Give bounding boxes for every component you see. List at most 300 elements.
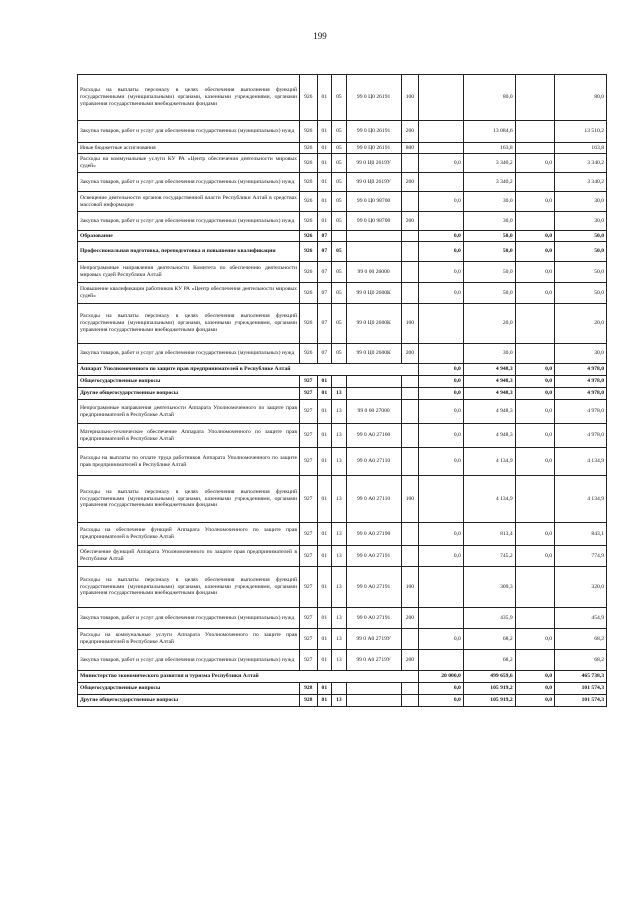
pr-code: 13 (332, 448, 347, 476)
value-4: 68,2 (555, 650, 607, 671)
pr-code: 13 (332, 523, 347, 546)
value-4: 4 978,0 (555, 364, 607, 376)
budget-table (77, 74, 607, 707)
value-1: 0,0 (419, 546, 464, 567)
value-1 (419, 121, 464, 143)
value-4: 30,0 (555, 192, 607, 212)
pr-code: 05 (332, 121, 347, 143)
row-name: Закупка товаров, работ и услуг для обеспечения государственных (муниципальных) нужд (78, 650, 300, 671)
pr-code (332, 231, 347, 242)
value-1: 0,0 (419, 192, 464, 212)
value-4: 4 978,0 (555, 388, 607, 400)
csr-code: 99 0 А0 27190 (346, 523, 401, 546)
ved-code: 926 (299, 242, 317, 262)
vr-code: 200 (401, 650, 419, 671)
value-3 (515, 121, 554, 143)
csr-code: 99 0 А0 27110 (346, 476, 401, 523)
table-row (78, 304, 607, 344)
pr-code: 05 (332, 143, 347, 154)
rz-code: 01 (317, 448, 332, 476)
pr-code: 13 (332, 629, 347, 650)
rz-code: 01 (317, 376, 332, 388)
ved-code: 926 (299, 304, 317, 344)
csr-code: 99 0 Ц0 26191 (346, 121, 401, 143)
value-1 (419, 304, 464, 344)
value-3 (515, 143, 554, 154)
vr-code: 200 (401, 212, 419, 231)
table-row (78, 283, 607, 304)
table-row (78, 400, 607, 424)
value-4: 454,9 (555, 608, 607, 629)
value-3: 0,0 (515, 242, 554, 262)
rz-code: 01 (317, 546, 332, 567)
value-1: 0,0 (419, 154, 464, 173)
vr-code (401, 242, 419, 262)
value-4: 30,0 (555, 212, 607, 231)
ved-code: 927 (299, 546, 317, 567)
rz-code: 01 (317, 388, 332, 400)
vr-code (401, 695, 419, 707)
value-3 (515, 650, 554, 671)
value-1 (419, 344, 464, 364)
value-2: 4 134,9 (463, 448, 515, 476)
vr-code (401, 388, 419, 400)
vr-code: 200 (401, 344, 419, 364)
row-name: Профессиональная подготовка, переподготовка и повышение квалификации (78, 242, 300, 262)
vr-code (401, 546, 419, 567)
vr-code (401, 231, 419, 242)
row-name: Аппарат Уполномоченного по защите прав предпринимателей в Республике Алтай (78, 364, 419, 376)
value-3: 0,0 (515, 629, 554, 650)
row-name: Образование (78, 231, 300, 242)
rz-code: 07 (317, 283, 332, 304)
value-2: 68,2 (463, 629, 515, 650)
pr-code: 13 (332, 476, 347, 523)
pr-code: 05 (332, 304, 347, 344)
rz-code: 01 (317, 629, 332, 650)
value-2: 30,0 (463, 192, 515, 212)
table-row (78, 242, 607, 262)
row-name: Другие общегосударственные вопросы (78, 388, 300, 400)
vr-code: 200 (401, 121, 419, 143)
pr-code: 13 (332, 695, 347, 707)
value-4: 163,8 (555, 143, 607, 154)
ved-code: 926 (299, 143, 317, 154)
pr-code: 05 (332, 283, 347, 304)
pr-code: 13 (332, 650, 347, 671)
value-2: 4 948,3 (463, 364, 515, 376)
value-3 (515, 173, 554, 192)
row-name: Непрограммные направления деятельности Комитета по обеспечению деятельности мировых судей Республики Алтай (78, 262, 300, 283)
value-1 (419, 608, 464, 629)
pr-code (332, 376, 347, 388)
value-1: 0,0 (419, 695, 464, 707)
pr-code: 05 (332, 262, 347, 283)
row-name: Расходы на выплаты персоналу в целях обеспечения выполнения функций государственными (муниципальными) органами, казенными учреждениями, органами управления государственными внебюджетными фондами (78, 567, 300, 608)
vr-code: 100 (401, 75, 419, 121)
value-4: 4 978,0 (555, 424, 607, 448)
value-4: 13 510,2 (555, 121, 607, 143)
value-4: 50,0 (555, 242, 607, 262)
value-3: 0,0 (515, 448, 554, 476)
csr-code: 99 0 А0 27191 (346, 567, 401, 608)
value-4: 3 340,2 (555, 154, 607, 173)
vr-code (401, 283, 419, 304)
table-row (78, 388, 607, 400)
value-3: 0,0 (515, 695, 554, 707)
rz-code: 01 (317, 192, 332, 212)
csr-code (346, 231, 401, 242)
value-3: 0,0 (515, 262, 554, 283)
value-1: 0,0 (419, 231, 464, 242)
row-name: Расходы на выплаты персоналу в целях обеспечения выполнения функций государственными (муниципальными) органами, казенными учреждениями, органами управления государственными внебюджетными фондами (78, 476, 300, 523)
value-4: 4 134,9 (555, 476, 607, 523)
table-row (78, 546, 607, 567)
value-1: 0,0 (419, 424, 464, 448)
vr-code (401, 376, 419, 388)
value-3 (515, 476, 554, 523)
vr-code (401, 629, 419, 650)
table-row (78, 608, 607, 629)
table-row (78, 683, 607, 695)
rz-code: 07 (317, 231, 332, 242)
row-name: Закупка товаров, работ и услуг для обеспечения государственных (муниципальных) нужд (78, 212, 300, 231)
csr-code (346, 683, 401, 695)
row-name: Закупка товаров, работ и услуг для обеспечения государственных (муниципальных) нужд (78, 344, 300, 364)
csr-code: 99 0 А0 2719У (346, 650, 401, 671)
csr-code (346, 695, 401, 707)
pr-code: 05 (332, 75, 347, 121)
vr-code: 100 (401, 567, 419, 608)
table-row (78, 121, 607, 143)
value-1: 0,0 (419, 400, 464, 424)
value-2: 50,0 (463, 283, 515, 304)
value-3: 0,0 (515, 283, 554, 304)
pr-code: 05 (332, 154, 347, 173)
row-name: Иные бюджетные ассигнования (78, 143, 300, 154)
table-row (78, 212, 607, 231)
value-3: 0,0 (515, 546, 554, 567)
value-4: 80,0 (555, 75, 607, 121)
vr-code: 100 (401, 304, 419, 344)
value-2: 4 948,3 (463, 376, 515, 388)
value-3: 0,0 (515, 154, 554, 173)
rz-code: 01 (317, 154, 332, 173)
csr-code (346, 242, 401, 262)
value-2: 68,2 (463, 650, 515, 671)
value-1: 0,0 (419, 629, 464, 650)
value-1: 0,0 (419, 683, 464, 695)
value-1: 0,0 (419, 242, 464, 262)
table-row (78, 75, 607, 121)
row-name: Закупка товаров, работ и услуг для обеспечения государственных (муниципальных) нужд (78, 121, 300, 143)
csr-code: 99 0 Ц0 98700 (346, 212, 401, 231)
value-3: 0,0 (515, 523, 554, 546)
ved-code: 926 (299, 262, 317, 283)
ved-code: 926 (299, 192, 317, 212)
value-1: 0,0 (419, 262, 464, 283)
value-2: 4 134,9 (463, 476, 515, 523)
value-2: 80,0 (463, 75, 515, 121)
pr-code: 13 (332, 388, 347, 400)
ved-code: 926 (299, 344, 317, 364)
ved-code: 926 (299, 121, 317, 143)
row-name: Материально-техническое обеспечение Аппарата Уполномоченного по защите прав предпринимателей в Республике Алтай (78, 424, 300, 448)
csr-code: 99 0 А0 27191 (346, 546, 401, 567)
row-name: Повышение квалификации работников КУ РА «Центр обеспечения деятельности мировых судей» (78, 283, 300, 304)
value-2: 30,0 (463, 344, 515, 364)
row-name: Министерство экономического развития и туризма Республики Алтай (78, 671, 419, 683)
ved-code: 926 (299, 173, 317, 192)
value-2: 4 948,3 (463, 424, 515, 448)
value-3: 0,0 (515, 424, 554, 448)
value-1 (419, 567, 464, 608)
ved-code: 926 (299, 154, 317, 173)
row-name: Общегосударственные вопросы (78, 683, 300, 695)
value-2: 50,0 (463, 242, 515, 262)
csr-code: 99 0 А0 27110 (346, 448, 401, 476)
vr-code (401, 448, 419, 476)
value-3 (515, 75, 554, 121)
value-2: 3 340,2 (463, 154, 515, 173)
value-4: 4 978,0 (555, 376, 607, 388)
row-name: Общегосударственные вопросы (78, 376, 300, 388)
vr-code (401, 154, 419, 173)
ved-code: 927 (299, 650, 317, 671)
rz-code: 01 (317, 212, 332, 231)
table-row (78, 695, 607, 707)
ved-code: 927 (299, 476, 317, 523)
csr-code: 99 0 00 26000 (346, 262, 401, 283)
table-row (78, 192, 607, 212)
value-1: 0,0 (419, 388, 464, 400)
rz-code: 01 (317, 695, 332, 707)
value-2: 3 340,2 (463, 173, 515, 192)
table-row (78, 523, 607, 546)
table-row (78, 154, 607, 173)
pr-code: 05 (332, 242, 347, 262)
value-4: 4 134,9 (555, 448, 607, 476)
ved-code: 927 (299, 400, 317, 424)
row-name: Расходы на коммунальные услуги КУ РА «Центр обеспечения деятельности мировых судей» (78, 154, 300, 173)
table-row (78, 476, 607, 523)
value-4: 50,0 (555, 283, 607, 304)
value-1 (419, 476, 464, 523)
value-2: 499 659,6 (463, 671, 515, 683)
ved-code: 926 (299, 212, 317, 231)
rz-code: 07 (317, 262, 332, 283)
row-name: Закупка товаров, работ и услуг для обеспечения государственных (муниципальных) нужд (78, 173, 300, 192)
rz-code: 01 (317, 476, 332, 523)
table-row (78, 424, 607, 448)
vr-code (401, 523, 419, 546)
rz-code: 07 (317, 304, 332, 344)
rz-code: 01 (317, 143, 332, 154)
table-row (78, 448, 607, 476)
value-3: 0,0 (515, 388, 554, 400)
pr-code: 13 (332, 424, 347, 448)
value-4: 843,1 (555, 523, 607, 546)
value-1 (419, 650, 464, 671)
vr-code (401, 424, 419, 448)
ved-code: 927 (299, 629, 317, 650)
value-2: 163,8 (463, 143, 515, 154)
value-3 (515, 567, 554, 608)
value-2: 105 919,2 (463, 695, 515, 707)
table-row (78, 231, 607, 242)
ved-code: 927 (299, 523, 317, 546)
vr-code: 100 (401, 476, 419, 523)
row-name: Расходы на коммунальные услуги Аппарата Уполномоченного по защите прав предпринимателей в Республике Алтай (78, 629, 300, 650)
vr-code: 800 (401, 143, 419, 154)
value-4: 4 978,0 (555, 400, 607, 424)
ved-code: 927 (299, 424, 317, 448)
table-row (78, 344, 607, 364)
pr-code: 13 (332, 400, 347, 424)
value-4: 101 574,3 (555, 695, 607, 707)
rz-code: 01 (317, 523, 332, 546)
value-1 (419, 212, 464, 231)
ved-code: 927 (299, 376, 317, 388)
pr-code (332, 683, 347, 695)
ved-code: 928 (299, 695, 317, 707)
rz-code: 01 (317, 567, 332, 608)
rz-code: 01 (317, 650, 332, 671)
rz-code: 01 (317, 121, 332, 143)
row-name: Расходы на выплаты персоналу в целях обеспечения выполнения функций государственными (муниципальными) органами, казенными учреждениями, органами управления государственными внебюджетными фондами (78, 75, 300, 121)
value-2: 745,2 (463, 546, 515, 567)
pr-code: 13 (332, 608, 347, 629)
rz-code: 01 (317, 400, 332, 424)
csr-code: 99 0 00 27000 (346, 400, 401, 424)
row-name: Обеспечение функций Аппарата Уполномоченного по защите прав предпринимателей в Республике Алтай (78, 546, 300, 567)
value-1: 0,0 (419, 523, 464, 546)
value-4: 50,0 (555, 231, 607, 242)
table-row (78, 567, 607, 608)
row-name: Расходы на выплаты по оплате труда работников Аппарата Уполномоченного по защите прав предпринимателей в Республике Алтай (78, 448, 300, 476)
value-2: 4 948,3 (463, 400, 515, 424)
rz-code: 01 (317, 424, 332, 448)
value-4: 320,0 (555, 567, 607, 608)
value-3: 0,0 (515, 376, 554, 388)
ved-code: 927 (299, 388, 317, 400)
pr-code: 13 (332, 546, 347, 567)
page-number: 199 (313, 31, 327, 41)
value-1: 0,0 (419, 376, 464, 388)
budget-table-body (78, 75, 607, 707)
value-4: 68,2 (555, 629, 607, 650)
value-1: 20 000,0 (419, 671, 464, 683)
table-row (78, 671, 607, 683)
row-name: Расходы на выплаты персоналу в целях обеспечения выполнения функций государственными (муниципальными) органами, казенными учреждениями, органами управления государственными внебюджетными фондами (78, 304, 300, 344)
value-2: 20,0 (463, 304, 515, 344)
value-2: 105 919,2 (463, 683, 515, 695)
value-3 (515, 608, 554, 629)
value-3: 0,0 (515, 683, 554, 695)
csr-code: 99 0 Ц0 2600К (346, 283, 401, 304)
value-3: 0,0 (515, 671, 554, 683)
csr-code (346, 388, 401, 400)
row-name: Другие общегосударственные вопросы (78, 695, 300, 707)
pr-code: 05 (332, 212, 347, 231)
vr-code: 200 (401, 173, 419, 192)
row-name: Закупка товаров, работ и услуг для обеспечения государственных (муниципальных) нужд (78, 608, 300, 629)
csr-code: 99 0 Ц0 98700 (346, 192, 401, 212)
rz-code: 01 (317, 75, 332, 121)
csr-code: 99 0 Ц0 26191 (346, 75, 401, 121)
ved-code: 927 (299, 608, 317, 629)
table-row (78, 143, 607, 154)
vr-code (401, 400, 419, 424)
value-1: 0,0 (419, 283, 464, 304)
value-2: 4 948,3 (463, 388, 515, 400)
value-4: 50,0 (555, 262, 607, 283)
value-3 (515, 212, 554, 231)
csr-code: 99 0 Ц0 2619У (346, 173, 401, 192)
csr-code: 99 0 А0 27100 (346, 424, 401, 448)
rz-code: 01 (317, 683, 332, 695)
value-2: 30,0 (463, 212, 515, 231)
vr-code (401, 262, 419, 283)
rz-code: 07 (317, 242, 332, 262)
pr-code: 05 (332, 173, 347, 192)
table-row (78, 262, 607, 283)
csr-code: 99 0 Ц0 2619У (346, 154, 401, 173)
value-3: 0,0 (515, 364, 554, 376)
value-2: 309,3 (463, 567, 515, 608)
value-3: 0,0 (515, 192, 554, 212)
vr-code (401, 683, 419, 695)
row-name: Расходы на обеспечение функций Аппарата Уполномоченного по защите прав предпринимателей в Республике Алтай (78, 523, 300, 546)
ved-code: 926 (299, 231, 317, 242)
value-4: 465 738,3 (555, 671, 607, 683)
csr-code: 99 0 Ц0 2600К (346, 344, 401, 364)
vr-code (401, 192, 419, 212)
value-3 (515, 304, 554, 344)
vr-code: 200 (401, 608, 419, 629)
table-row (78, 376, 607, 388)
csr-code: 99 0 Ц0 26191 (346, 143, 401, 154)
value-3: 0,0 (515, 400, 554, 424)
csr-code (346, 376, 401, 388)
ved-code: 927 (299, 567, 317, 608)
value-2: 13 084,6 (463, 121, 515, 143)
value-3: 0,0 (515, 231, 554, 242)
value-1 (419, 173, 464, 192)
ved-code: 926 (299, 75, 317, 121)
value-2: 50,0 (463, 262, 515, 283)
value-4: 3 340,2 (555, 173, 607, 192)
pr-code: 05 (332, 344, 347, 364)
row-name: Освещение деятельности органов государственной власти Республики Алтай в средствах массовой информации (78, 192, 300, 212)
value-4: 774,9 (555, 546, 607, 567)
csr-code: 99 0 А0 2719У (346, 629, 401, 650)
value-4: 30,0 (555, 344, 607, 364)
rz-code: 01 (317, 608, 332, 629)
ved-code: 928 (299, 683, 317, 695)
value-1: 0,0 (419, 448, 464, 476)
value-2: 50,0 (463, 231, 515, 242)
rz-code: 07 (317, 344, 332, 364)
value-4: 20,0 (555, 304, 607, 344)
pr-code: 13 (332, 567, 347, 608)
value-1: 0,0 (419, 364, 464, 376)
ved-code: 926 (299, 283, 317, 304)
row-name: Непрограммные направления деятельности Аппарата Уполномоченного по защите прав предпринимателей в Республике Алтай (78, 400, 300, 424)
pr-code: 05 (332, 192, 347, 212)
table-row (78, 364, 607, 376)
rz-code: 01 (317, 173, 332, 192)
